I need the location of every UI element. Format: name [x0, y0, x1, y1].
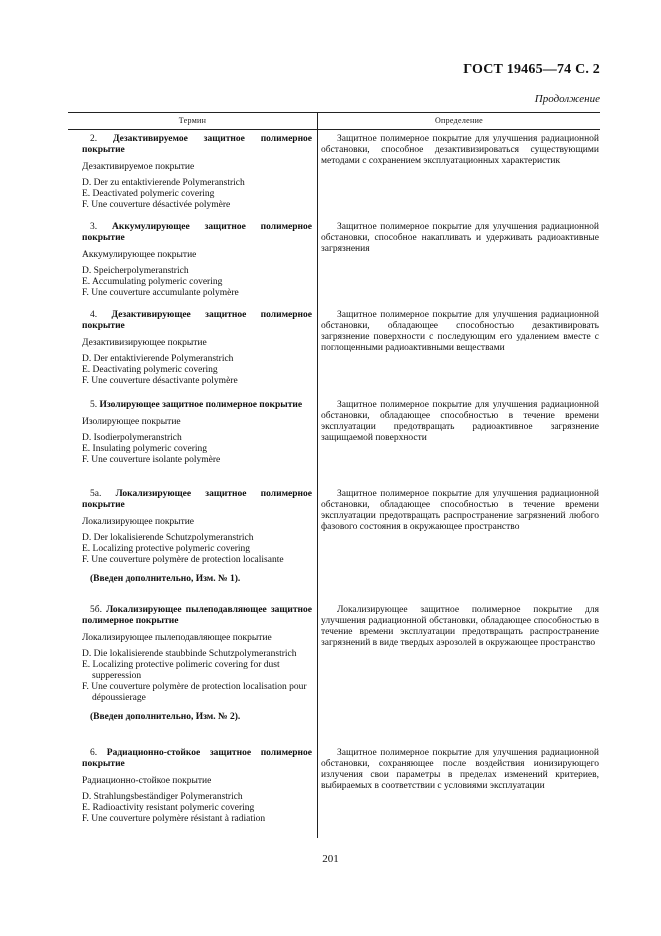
definition-cell: Защитное полимерное покрытие для улучшения радиационной обстановки, способное дезактивизироваться существующими методами с сохранением эксплуатационных характеристик — [321, 134, 599, 166]
document-header: ГОСТ 19465—74 С. 2 — [463, 62, 600, 77]
term-synonym: Локализирующее покрытие — [82, 517, 195, 527]
term-cell — [82, 400, 312, 466]
term-title — [82, 134, 312, 156]
term-french: F. Une couverture polymère de protection localisante — [82, 555, 284, 565]
term-english: E. Deactivated polymeric covering — [82, 189, 215, 199]
term-german: D. Der zu entaktivierende Polymeranstrich — [82, 178, 245, 188]
term-number: 4. — [90, 310, 98, 320]
term-synonym: Локализирующее пылеподавляющее покрытие — [82, 633, 272, 643]
term-title — [82, 605, 312, 627]
definition-cell: Защитное полимерное покрытие для улучшения радиационной обстановки, способное накапливать и удерживать радиоактивные загрязнения — [321, 222, 599, 254]
column-divider — [317, 112, 318, 838]
term-french: F. Une couverture polymère résistant à radiation — [82, 814, 266, 824]
term-number: 2. — [90, 134, 98, 144]
term-synonym: Изолирующее покрытие — [82, 417, 181, 427]
term-french: F. Une couverture polymère de protection localisation pour dépoussierage — [82, 682, 307, 703]
term-cell — [82, 605, 312, 723]
column-header-definition: Определение — [434, 116, 484, 125]
term-cell — [82, 310, 312, 387]
term-title — [82, 310, 312, 332]
term-number: 5б. — [90, 605, 102, 615]
term-number: 5. — [90, 400, 98, 410]
term-german: D. Strahlungsbeständiger Polymeranstrich — [82, 792, 243, 802]
table-header-rule — [68, 129, 600, 130]
term-french: F. Une couverture désactivée polymère — [82, 200, 231, 210]
term-french: F. Une couverture isolante polymère — [82, 455, 221, 465]
column-header-term: Термин — [178, 116, 207, 125]
term-name: Аккумулирующее защитное полимерное покрытие — [82, 222, 312, 243]
term-german: D. Die lokalisierende staubbinde Schutzpolymeranstrich — [82, 649, 297, 659]
term-title — [82, 748, 312, 770]
term-german: D. Isodierpolymeranstrich — [82, 433, 182, 443]
definition-cell: Защитное полимерное покрытие для улучшения радиационной обстановки, обладающее способностью дезактивировать загрязнение поверхности с последующим его удалением вместе с поглощенными радиоактивными веществами — [321, 310, 599, 353]
terms-table — [68, 112, 600, 838]
term-number: 3. — [90, 222, 98, 232]
term-name: Локализирующее защитное полимерное покрытие — [82, 489, 312, 510]
term-french: F. Une couverture accumulante polymère — [82, 288, 239, 298]
definition-cell: Локализирующее защитное полимерное покрытие для улучшения радиационной обстановки, обладающее способностью в течение времени эксплуатации предотвращать распространение загрязнений в виде твердых аэрозолей в окружающее пространство — [321, 605, 599, 648]
term-title — [82, 222, 312, 244]
table-top-rule — [68, 112, 600, 113]
term-english: E. Localizing protective polymeric covering — [82, 544, 251, 554]
amendment-note: (Введен дополнительно, Изм. № 1). — [90, 574, 241, 584]
term-synonym: Дезактивируемое покрытие — [82, 162, 195, 172]
term-title — [82, 489, 312, 511]
continuation-label: Продолжение — [534, 93, 600, 105]
term-german: D. Speicherpolymeranstrich — [82, 266, 189, 276]
term-cell — [82, 748, 312, 825]
term-german: D. Der entaktivierende Polymeranstrich — [82, 354, 234, 364]
term-number: 5а. — [90, 489, 102, 499]
term-name: Локализирующее пылеподавляющее защитное полимерное покрытие — [82, 605, 312, 626]
definition-cell: Защитное полимерное покрытие для улучшения радиационной обстановки, обладающее способностью в течение времени эксплуатации предотвращать радиоактивное загрязнение защищаемой поверхности — [321, 400, 599, 443]
term-title — [82, 400, 312, 411]
term-german: D. Der lokalisierende Schutzpolymeranstrich — [82, 533, 254, 543]
term-english: E. Insulating polymeric covering — [82, 444, 208, 454]
term-english: E. Radioactivity resistant polymeric covering — [82, 803, 255, 813]
term-cell — [82, 489, 312, 585]
term-english: E. Localizing protective polimeric covering for dust supperession — [82, 660, 280, 681]
term-cell — [82, 222, 312, 299]
term-name: Дезактивирующее защитное полимерное покрытие — [82, 310, 312, 331]
term-name: Изолирующее защитное полимерное покрытие — [99, 400, 303, 410]
term-french: F. Une couverture désactivante polymère — [82, 376, 238, 386]
term-synonym: Аккумулирующее покрытие — [82, 250, 197, 260]
definition-cell: Защитное полимерное покрытие для улучшения радиационной обстановки, обладающее способностью в течение времени эксплуатации предотвращать распространение загрязнений любого фазового состояния в окружающее пространство — [321, 489, 599, 532]
term-number: 6. — [90, 748, 98, 758]
page-number: 201 — [322, 853, 339, 865]
term-synonym: Радиационно-стойкое покрытие — [82, 776, 212, 786]
term-name: Радиационно-стойкое защитное полимерное покрытие — [82, 748, 313, 769]
term-english: E. Accumulating polymeric covering — [82, 277, 223, 287]
term-cell — [82, 134, 312, 211]
amendment-note: (Введен дополнительно, Изм. № 2). — [90, 712, 241, 722]
term-name: Дезактивируемое защитное полимерное покрытие — [82, 134, 313, 155]
term-english: E. Deactivating polymeric covering — [82, 365, 218, 375]
definition-cell: Защитное полимерное покрытие для улучшения радиационной обстановки, сохраняющее после воздействия ионизирующего излучения свои параметры в пределах изменений критериев, выбираемых в соответствии с условиями эксплуатации — [321, 748, 599, 791]
term-synonym: Дезактивизирующее покрытие — [82, 338, 207, 348]
